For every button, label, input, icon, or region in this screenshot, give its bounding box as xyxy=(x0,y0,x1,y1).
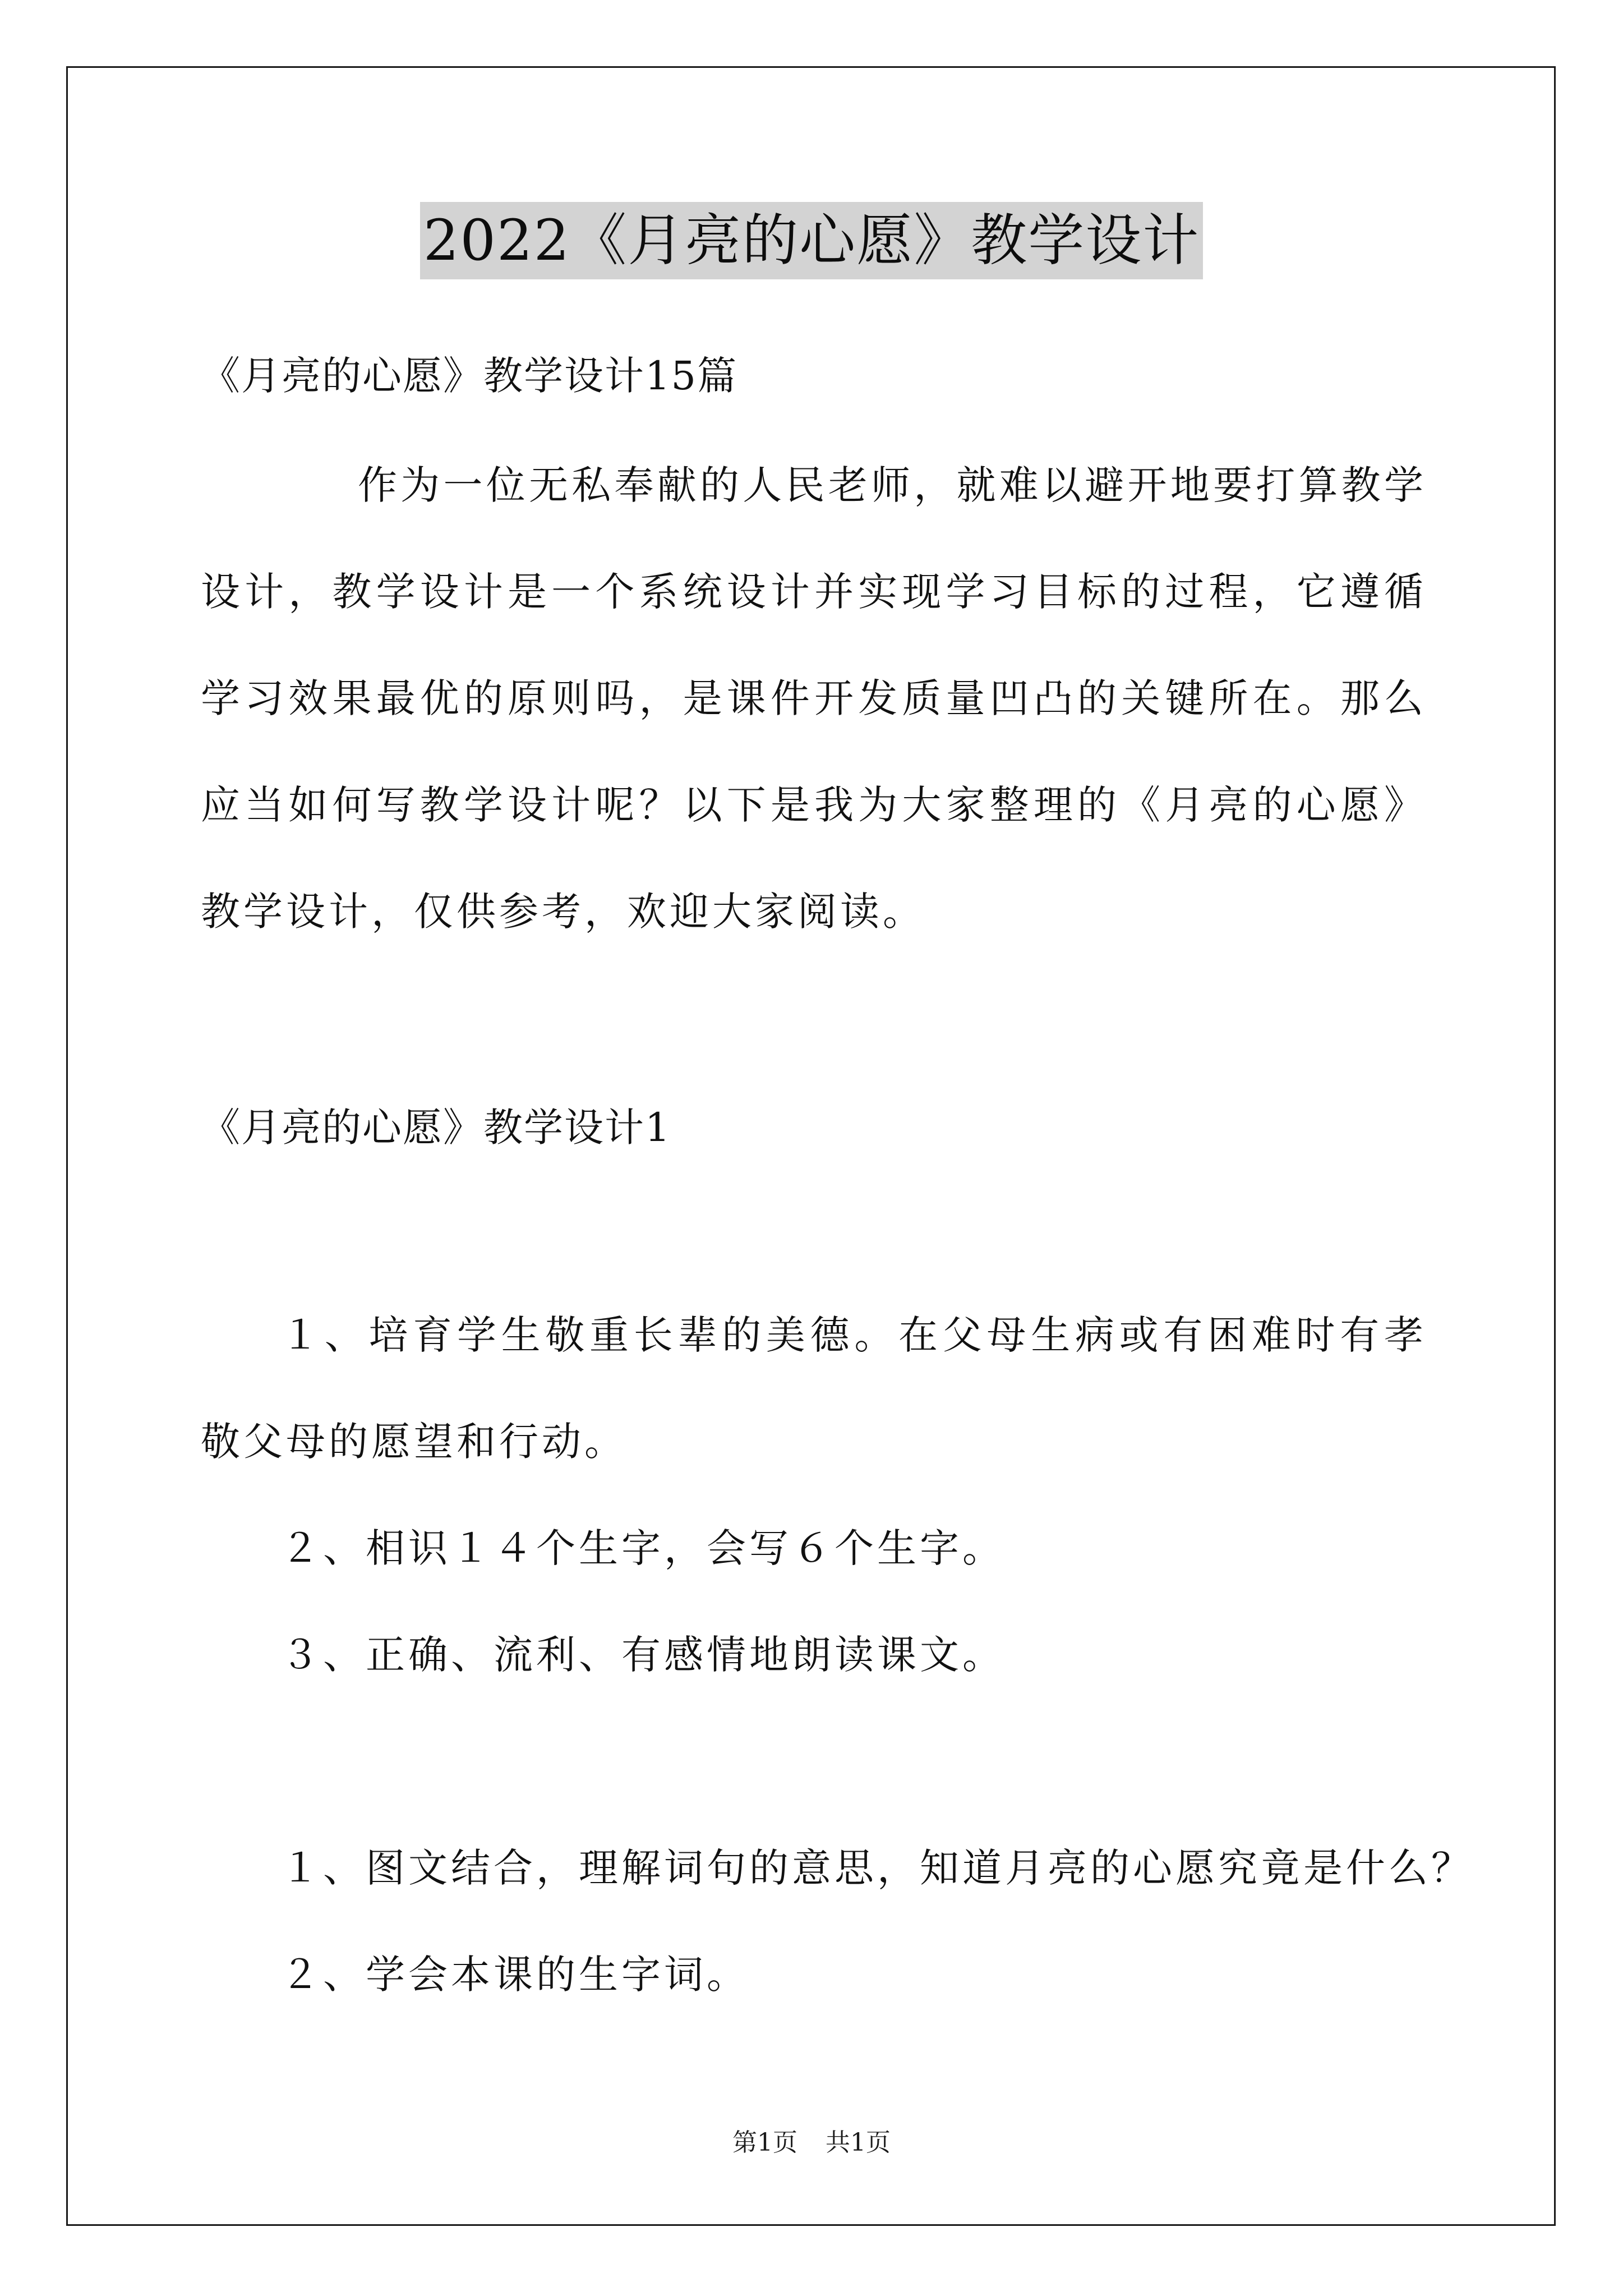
goal-item-a2: ２、相识１４个生字，会写６个生字。 xyxy=(280,1525,1005,1571)
document-title: 2022《月亮的心愿》教学设计 xyxy=(420,202,1204,279)
page-footer xyxy=(0,2126,1623,2160)
title-container xyxy=(0,202,1623,279)
document-subtitle: 《月亮的心愿》教学设计15篇 xyxy=(201,353,738,399)
goal-item-a3: ３、正确、流利、有感情地朗读课文。 xyxy=(280,1632,1005,1678)
goal-item-b2: ２、学会本课的生字词。 xyxy=(280,1952,749,1998)
goal-item-b1: １、图文结合，理解词句的意思，知道月亮的心愿究竟是什么？ xyxy=(280,1845,1474,1891)
section-heading: 《月亮的心愿》教学设计1 xyxy=(201,1105,671,1151)
intro-paragraph: 作为一位无私奉献的人民老师，就难以避开地要打算教学设计，教学设计是一个系统设计并实现学习目标的过程，它遵循学习效果最优的原则吗，是课件开发质量凹凸的关键所在。那么应当如何写教学设计呢？以下是我为大家整理的《月亮的心愿》教学设计，仅供参考，欢迎大家阅读。 xyxy=(201,462,1427,935)
goal-item-a1: １、培育学生敬重长辈的美德。在父母生病或有困难时有孝敬父母的愿望和行动。 xyxy=(201,1312,1427,1465)
page-number: 第1页 xyxy=(732,2128,797,2157)
page-total: 共1页 xyxy=(826,2128,891,2157)
